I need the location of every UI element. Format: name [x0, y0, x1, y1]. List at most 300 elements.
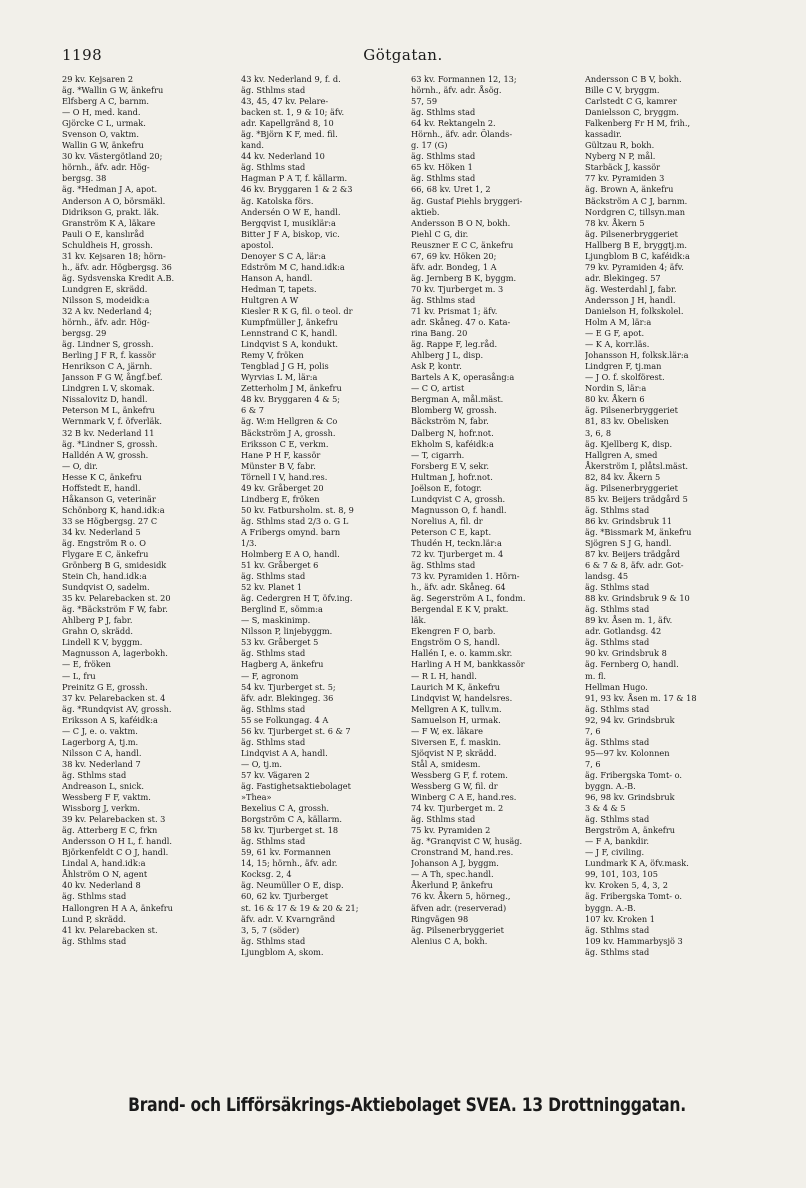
directory-entry-line: Forsberg E V, sekr.: [411, 460, 490, 471]
directory-entry-line: Lindqvist W, handelsres.: [411, 692, 513, 703]
directory-entry-line: Lindal A, hand.idk:a: [62, 858, 146, 869]
directory-entry-line: 109 kv. Hammarbysjö 3: [585, 935, 683, 946]
directory-entry-line: Hesse K C, änkefru: [62, 471, 142, 482]
directory-entry-line: Törnell I V, hand.res.: [241, 471, 328, 482]
directory-entry-line: 85 kv. Beijers trädgård 5: [585, 493, 688, 504]
directory-entry-line: äfv. adr. Bondeg, 1 A: [411, 261, 497, 272]
directory-entry-line: Flygare E C, änkefru: [62, 549, 149, 560]
directory-entry-line: äg. Segerström A L, fondm.: [411, 593, 526, 604]
directory-entry-line: Bitter J F A, biskop, vic.: [241, 228, 340, 239]
directory-entry-line: 43 kv. Nederland 9, f. d.: [241, 74, 341, 84]
directory-entry-line: 90 kv. Grindsbruk 8: [585, 648, 667, 659]
directory-entry-line: äg. Sthlms stad: [241, 836, 306, 847]
directory-entry-line: Magnusson O, f. handl.: [411, 504, 507, 515]
directory-entry-line: Preinitz G E, grossh.: [62, 681, 148, 692]
directory-entry-line: Cronstrand M, hand.res.: [411, 847, 514, 858]
directory-entry-line: Falkenberg Fr H M, frih.,: [585, 118, 691, 129]
directory-entry-line: Piehl C G, dir.: [411, 228, 469, 239]
directory-entry-line: 32 A kv. Nederland 4;: [62, 305, 152, 316]
directory-entry-line: 7, 6: [585, 758, 601, 769]
directory-entry-line: Remy V, fröken: [241, 350, 304, 361]
page-number: 1198: [62, 46, 103, 64]
directory-entry-line: Svenson O, vaktm.: [62, 129, 139, 140]
directory-entry-line: — K A, korr.läs.: [585, 339, 650, 350]
directory-entry-line: 64 kv. Rektangeln 2.: [411, 118, 496, 129]
directory-entry-line: 7, 6: [585, 725, 601, 736]
directory-entry-line: Sundqvist O, sadelm.: [62, 582, 150, 593]
directory-entry-line: Johansson H, folksk.lär:a: [585, 350, 689, 361]
directory-entry-line: Nilsson P, linjebyggm.: [241, 626, 333, 637]
directory-entry-line: äg. Sthlms stad: [585, 946, 650, 957]
directory-entry-line: Bille C V, bryggm.: [585, 85, 660, 96]
directory-entry-line: äg. Sthlms stad: [62, 935, 127, 946]
directory-entry-line: hörnh., äfv. adr. Hög-: [62, 317, 150, 328]
directory-entry-line: äg. *Granqvist C W, husäg.: [411, 836, 523, 847]
directory-entry-line: aktieb.: [411, 206, 440, 217]
directory-entry-line: Lindqvist A A, handl.: [241, 747, 328, 758]
directory-entry-line: äg. Sthlms stad: [585, 703, 650, 714]
directory-entry-line: 107 kv. Kroken 1: [585, 913, 655, 924]
directory-entry-line: Andersson J H, handl.: [585, 294, 676, 305]
directory-entry-line: Wyrvias L M, lär:a: [241, 372, 318, 383]
directory-entry-line: äg. Pilsenerbryggeriet: [411, 924, 504, 935]
directory-entry-line: Grahn O, skrädd.: [62, 626, 133, 637]
column-2: [241, 74, 407, 1090]
directory-entry-line: Åkerström I, plåtsl.mäst.: [585, 460, 688, 471]
directory-entry-line: Holmberg E A O, handl.: [241, 549, 340, 560]
directory-entry-line: Bartels A K, operasång:a: [411, 372, 515, 383]
directory-entry-line: äg. *Lindner S, grossh.: [62, 438, 158, 449]
directory-entry-line: Denoyer S C A, lär:a: [241, 250, 326, 261]
directory-entry-line: 43, 45, 47 kv. Pelare-: [241, 96, 329, 107]
directory-entry-line: 73 kv. Pyramiden 1. Hörn-: [411, 571, 520, 582]
directory-entry-line: Mellgren A K, tullv.m.: [411, 703, 502, 714]
directory-entry-line: Henrikson C A, järnh.: [62, 361, 153, 372]
directory-entry-line: — F, agronom: [241, 670, 299, 681]
directory-entry-line: äg. Sthlms stad: [411, 560, 476, 571]
directory-entry-line: 57, 59: [411, 96, 438, 107]
directory-entry-line: äg. Sthlms stad: [241, 736, 306, 747]
directory-entry-line: Siversen E, f. maskin.: [411, 736, 501, 747]
directory-entry-line: 76 kv. Åkern 5, hörneg.,: [411, 891, 511, 902]
directory-entry-line: Schönborg K, hand.idk:a: [62, 504, 165, 515]
directory-entry-line: Wessberg F F, vaktm.: [62, 792, 151, 803]
directory-entry-line: 87 kv. Beijers trädgård: [585, 549, 681, 560]
directory-entry-line: A Fribergs omynd. barn: [241, 526, 341, 537]
directory-entry-line: Pauli O E, kanslıråd: [62, 228, 145, 239]
directory-entry-line: bergsg. 38: [62, 173, 107, 184]
directory-entry-line: Anderson A O, börsmäkl.: [62, 195, 166, 206]
directory-entry-line: äfv. adr. Blekingeg. 36: [241, 692, 334, 703]
directory-entry-line: 75 kv. Pyramiden 2: [411, 825, 491, 836]
column-4: [585, 74, 755, 1090]
directory-entry-line: Hallberg B E, bryggtj.m.: [585, 239, 687, 250]
directory-entry-line: Norelius A, fil. dr: [411, 515, 483, 526]
directory-entry-line: Lindqvist S A, kondukt.: [241, 339, 339, 350]
directory-entry-line: äg. Pilsenerbryggeriet: [585, 482, 678, 493]
directory-entry-line: Thudén H, teckn.lär:a: [411, 537, 502, 548]
directory-entry-line: Bergendal E K V, prakt.: [411, 604, 509, 615]
directory-entry-line: 35 kv. Pelarebacken st. 20: [62, 593, 171, 604]
directory-entry-line: backen st. 1, 9 & 10; äfv.: [241, 107, 345, 118]
directory-entry-line: Hoffstedt E, handl.: [62, 482, 141, 493]
directory-entry-line: »Thea»: [241, 792, 272, 803]
directory-entry-line: Didrikson G, prakt. läk.: [62, 206, 159, 217]
directory-entry-line: läk.: [411, 615, 427, 626]
directory-entry-line: äg. Sthlms stad: [411, 151, 476, 162]
column-1: [62, 74, 235, 1090]
directory-entry-line: Björkenfeldt C O J, handl.: [62, 847, 169, 858]
directory-entry-line: Blomberg W, grossh.: [411, 405, 497, 416]
directory-entry-line: Wessberg G F, f. rotem.: [411, 769, 508, 780]
directory-entry-line: 6 & 7: [241, 405, 264, 416]
directory-entry-line: — C O, artist: [411, 383, 465, 394]
directory-entry-line: Bergqvist I, musiklär:a: [241, 217, 336, 228]
directory-entry-line: äg. Sthlms stad: [585, 604, 650, 615]
directory-entry-line: Danielson H, folkskolel.: [585, 305, 684, 316]
directory-entry-line: Ljungblom A, skom.: [241, 946, 324, 957]
directory-entry-line: 53 kv. Gråberget 5: [241, 637, 319, 648]
directory-entry-line: Andersson B O N, bokh.: [411, 217, 511, 228]
directory-entry-line: 91, 93 kv. Åsen m. 17 & 18: [585, 692, 697, 703]
directory-entry-line: — J O. f. skolförest.: [585, 372, 665, 383]
directory-entry-line: äg. Fribergska Tomt- o.: [585, 891, 682, 902]
directory-entry-line: Andersson C B V, bokh.: [585, 74, 682, 84]
directory-entry-line: Gjörcke C L, urmak.: [62, 118, 146, 129]
directory-entry-line: Ljungblom B C, kaféidk:a: [585, 250, 690, 261]
directory-entry-line: kassadir.: [585, 129, 622, 140]
directory-entry-line: 74 kv. Tjurberget m. 2: [411, 803, 504, 814]
directory-entry-line: — F W, ex. läkare: [411, 725, 484, 736]
directory-entry-line: äg. Sthlms stad: [585, 637, 650, 648]
directory-entry-line: Carlstedt C G, kamrer: [585, 96, 677, 107]
directory-entry-line: Åhlström O N, agent: [62, 869, 148, 880]
directory-entry-line: Dalberg N, hofr.not.: [411, 427, 494, 438]
directory-entry-line: Ahlberg P J, fabr.: [62, 615, 133, 626]
directory-entry-line: — F A, bankdir.: [585, 836, 650, 847]
directory-entry-line: Bergström A, änkefru: [585, 825, 676, 836]
directory-entry-line: Elfsberg A C, barnm.: [62, 96, 150, 107]
directory-entry-line: 70 kv. Tjurberget m. 3: [411, 283, 504, 294]
directory-entry-line: äg. Cedergren H T, öfv.ing.: [241, 593, 353, 604]
directory-entry-line: äg. Atterberg E C, frkn: [62, 825, 158, 836]
directory-entry-line: 58 kv. Tjurberget st. 18: [241, 825, 339, 836]
directory-entry-line: äg. Sthlms stad: [585, 582, 650, 593]
directory-entry-line: 78 kv. Åkern 5: [585, 217, 645, 228]
directory-entry-line: Wessberg G W, fil. dr: [411, 781, 498, 791]
directory-entry-line: h., äfv. adr. Skåneg. 64: [411, 582, 506, 593]
directory-entry-line: 82, 84 kv. Åkern 5: [585, 471, 661, 482]
directory-entry-line: Berglind E, sömm:a: [241, 604, 323, 615]
directory-entry-line: Nilsson S, modeidk:a: [62, 294, 150, 305]
directory-entry-line: äg. Sthlms stad: [241, 703, 306, 714]
directory-entry-line: äg. Sthlms stad: [585, 924, 650, 935]
directory-entry-line: 65 kv. Höken 1: [411, 162, 473, 173]
directory-entry-line: 39 kv. Pelarebacken st. 3: [62, 814, 166, 825]
directory-entry-line: 50 kv. Fatbursholm. st. 8, 9: [241, 504, 354, 515]
directory-entry-line: Wallin G W, änkefru: [62, 140, 144, 151]
directory-entry-line: 92, 94 kv. Grindsbruk: [585, 714, 675, 725]
directory-entry-line: — L, fru: [62, 670, 96, 681]
directory-entry-line: Gültzau R, bokh.: [585, 140, 655, 151]
directory-entry-line: Edström M C, hand.idk:a: [241, 261, 345, 272]
directory-entry-line: Kiesler R K G, fil. o teol. dr: [241, 305, 353, 316]
directory-entry-line: Lundmark K A, öfv.mask.: [585, 858, 689, 869]
directory-entry-line: äg. Sthlms stad: [585, 736, 650, 747]
directory-entry-line: 14, 15; hörnh., äfv. adr.: [241, 858, 338, 869]
directory-entry-line: Reuszner E C C, änkefru: [411, 239, 514, 250]
directory-entry-line: Lagerborg A, tj.m.: [62, 736, 139, 747]
directory-entry-line: äg. Sthlms stad: [585, 814, 650, 825]
directory-entry-line: Engström O S, handl.: [411, 637, 500, 648]
directory-entry-line: äg. Sthlms stad 2/3 o. G L: [241, 515, 349, 526]
directory-entry-line: äg. Sthlms stad: [241, 85, 306, 96]
directory-entry-line: 88 kv. Grindsbruk 9 & 10: [585, 593, 690, 604]
directory-entry-line: 54 kv. Tjurberget st. 5;: [241, 681, 336, 692]
directory-entry-line: 79 kv. Pyramiden 4; äfv.: [585, 261, 684, 272]
directory-entry-line: Hagman P A T, f. källarm.: [241, 173, 348, 184]
directory-entry-line: g. 17 (G): [411, 140, 448, 151]
directory-entry-line: Sjögren S J G, handl.: [585, 537, 672, 548]
directory-entry-line: Lindell K V, byggm.: [62, 637, 143, 648]
directory-entry-line: äg. Sthlms stad: [62, 769, 127, 780]
directory-entry-line: Münster B V, fabr.: [241, 460, 316, 471]
directory-entry-line: Granström K A, läkare: [62, 217, 156, 228]
directory-entry-line: 57 kv. Vägaren 2: [241, 769, 310, 780]
directory-entry-line: — O H, med. kand.: [62, 107, 141, 118]
directory-entry-line: Jansson F G W, ångf.bef.: [62, 372, 163, 383]
directory-entry-line: äg. Kjellberg K, disp.: [585, 438, 673, 449]
directory-entry-line: Nissalovitz D, handl.: [62, 394, 148, 405]
directory-entry-line: äg. Fernberg O, handl.: [585, 659, 679, 670]
directory-entry-line: 81, 83 kv. Obelisken: [585, 416, 669, 427]
directory-entry-line: Nordin S, lär:a: [585, 383, 647, 394]
directory-entry-line: 40 kv. Nederland 8: [62, 880, 141, 891]
directory-entry-line: Åkerlund P, änkefru: [411, 880, 493, 891]
directory-entry-line: Danielsson C, bryggm.: [585, 107, 679, 118]
directory-entry-line: Alenius C A, bokh.: [411, 935, 488, 946]
directory-entry-line: h., äfv. adr. Högbergsg. 36: [62, 261, 172, 272]
directory-entry-line: Lundgren E, skrädd.: [62, 283, 148, 294]
directory-entry-line: äg. *Bäckström F W, fabr.: [62, 604, 168, 615]
directory-entry-line: äg. Engström R o. O: [62, 537, 146, 548]
directory-entry-line: äfven adr. (reserverad): [411, 902, 507, 913]
directory-entry-line: äg. Sthlms stad: [411, 107, 476, 118]
directory-entry-line: äg. Sydsvenska Kredit A.B.: [62, 272, 175, 283]
directory-entry-line: 33 se Högbergsg. 27 C: [62, 515, 158, 526]
directory-entry-line: Ekengren F O, barb.: [411, 626, 496, 637]
directory-entry-line: landsg. 45: [585, 571, 629, 582]
directory-entry-line: byggn. A.-B.: [585, 902, 636, 913]
directory-entry-line: äg. Sthlms stad: [411, 173, 476, 184]
directory-entry-line: äg. Jernberg B K, byggm.: [411, 272, 517, 283]
directory-entry-line: Bexelius C A, grossh.: [241, 803, 329, 814]
directory-entry-line: 96, 98 kv. Grindsbruk: [585, 792, 675, 803]
directory-entry-line: 86 kv. Grindsbruk 11: [585, 515, 673, 526]
directory-entry-line: 48 kv. Bryggaren 4 & 5;: [241, 394, 341, 405]
directory-entry-line: 59, 61 kv. Formannen: [241, 847, 331, 858]
directory-entry-line: äg. *Björn K F, med. fil.: [241, 129, 338, 140]
directory-entry-line: 34 kv. Nederland 5: [62, 526, 141, 537]
directory-entry-line: äg. Sthlms stad: [241, 935, 306, 946]
directory-entry-line: Harling A H M, bankkassör: [411, 659, 525, 670]
directory-entry-line: Holm A M, lär:a: [585, 317, 652, 328]
directory-entry-line: äg. Sthlms stad: [411, 294, 476, 305]
directory-entry-line: Hedman T, tapets.: [241, 283, 317, 294]
directory-entry-line: äg. Sthlms stad: [241, 571, 306, 582]
directory-entry-line: Hagberg A, änkefru: [241, 659, 324, 670]
directory-entry-line: Eriksson A S, kaféidk:a: [62, 714, 158, 725]
directory-entry-line: Nyberg N P, mål.: [585, 151, 656, 162]
directory-entry-line: Grönberg B G, smidesidk: [62, 560, 167, 571]
directory-entry-line: äg. *Hedman J A, apot.: [62, 184, 158, 195]
directory-entry-line: 32 B kv. Nederland 11: [62, 427, 155, 438]
directory-entry-line: äg. Pilsenerbryggeriet: [585, 228, 678, 239]
directory-entry-line: Joëlson E, fotogr.: [411, 482, 482, 493]
directory-entry-line: rina Bang. 20: [411, 328, 468, 339]
directory-entry-line: Laurich M K, änkefru: [411, 681, 501, 692]
directory-entry-line: Sjöqvist N P, skrädd.: [411, 747, 497, 758]
directory-entry-line: äg. Lindner S, grossh.: [62, 339, 154, 350]
directory-entry-line: äg. Sthlms stad: [62, 891, 127, 902]
directory-entry-line: — R L H, handl.: [411, 670, 477, 681]
directory-entry-line: äg. *Bissmark M, änkefru: [585, 526, 692, 537]
directory-entry-line: 3 & 4 & 5: [585, 803, 626, 814]
directory-entry-line: 52 kv. Planet 1: [241, 582, 303, 593]
directory-entry-line: 67, 69 kv. Höken 20;: [411, 250, 497, 261]
directory-entry-line: kv. Kroken 5, 4, 3, 2: [585, 880, 668, 891]
directory-entry-line: 46 kv. Bryggaren 1 & 2 &3: [241, 184, 353, 195]
directory-entry-line: äg. Katolska förs.: [241, 195, 314, 206]
directory-entry-line: kand.: [241, 140, 264, 151]
directory-entry-line: Hallongren H A A, änkefru: [62, 902, 173, 913]
directory-entry-line: 72 kv. Tjurberget m. 4: [411, 549, 504, 560]
directory-entry-line: Berling J F R, f. kassör: [62, 350, 156, 361]
directory-entry-line: 37 kv. Pelarebacken st. 4: [62, 692, 166, 703]
directory-entry-line: Ringvägen 98: [411, 913, 469, 924]
directory-entry-line: Bergman A, mål.mäst.: [411, 394, 504, 405]
directory-entry-line: Stål A, smidesm.: [411, 758, 481, 769]
directory-entry-line: Borgström C A, källarm.: [241, 814, 343, 825]
directory-entry-line: äg. W:m Hellgren & Co: [241, 416, 338, 427]
directory-entry-line: Nordgren C, tillsyn.man: [585, 206, 686, 217]
directory-entry-line: — E, fröken: [62, 659, 111, 670]
directory-entry-line: apostol.: [241, 239, 274, 250]
directory-entry-line: Hallgren A, smed: [585, 449, 658, 460]
directory-entry-line: 56 kv. Tjurberget st. 6 & 7: [241, 725, 351, 736]
directory-entry-line: Hanson A, handl.: [241, 272, 313, 283]
directory-entry-line: Lindgren L V, skomak.: [62, 383, 155, 394]
directory-entry-line: äg. Fribergska Tomt- o.: [585, 769, 682, 780]
directory-entry-line: äg. Westerdahl J, fabr.: [585, 283, 677, 294]
directory-entry-line: äg. *Wallin G W, änkefru: [62, 85, 164, 96]
directory-entry-line: 30 kv. Västergötland 20;: [62, 151, 163, 162]
directory-entry-line: — J F, civiling.: [585, 847, 645, 858]
directory-entry-line: Wernmark V, f. öfverläk.: [62, 416, 162, 427]
directory-entry-line: äfv. adr. V. Kvarngränd: [241, 913, 336, 924]
directory-entry-line: 3, 5, 7 (söder): [241, 924, 300, 935]
directory-entry-line: Samuelson H, urmak.: [411, 714, 501, 725]
directory-entry-line: 95—97 kv. Kolonnen: [585, 747, 670, 758]
column-3: [411, 74, 581, 1090]
directory-entry-line: 41 kv. Pelarebacken st.: [62, 924, 158, 935]
directory-entry-line: Tengblad J G H, polis: [241, 361, 329, 372]
directory-entry-line: Lennstrand C K, handl.: [241, 328, 338, 339]
directory-entry-line: 38 kv. Nederland 7: [62, 758, 141, 769]
directory-entry-line: Eriksson C E, verkm.: [241, 438, 329, 449]
directory-entry-line: Lindberg E, fröken: [241, 493, 320, 504]
directory-entry-line: 1/3.: [241, 537, 257, 548]
directory-entry-line: Schuldheis H, grossh.: [62, 239, 153, 250]
directory-entry-line: äg. Sthlms stad: [411, 814, 476, 825]
directory-entry-line: 29 kv. Kejsaren 2: [62, 74, 134, 84]
directory-entry-line: Stein Ch, hand.idk:a: [62, 571, 147, 582]
directory-entry-line: 60, 62 kv. Tjurberget: [241, 891, 329, 902]
directory-entry-line: 99, 101, 103, 105: [585, 869, 658, 880]
directory-entry-line: 80 kv. Åkern 6: [585, 394, 645, 405]
directory-entry-line: äg. Pilsenerbryggeriet: [585, 405, 678, 416]
directory-entry-line: 49 kv. Gråberget 20: [241, 482, 324, 493]
directory-entry-line: Andreason L, snick.: [62, 781, 144, 791]
directory-entry-line: Starbäck J, kassör: [585, 162, 661, 173]
directory-entry-line: Bäckström J A, grossh.: [241, 427, 336, 438]
directory-entry-line: Hultgren A W: [241, 294, 299, 305]
directory-entry-line: äg. Brown A, änkefru: [585, 184, 674, 195]
directory-entry-line: bergsg. 29: [62, 328, 107, 339]
directory-entry-line: Hörnh., äfv. adr. Ölands-: [411, 129, 513, 140]
directory-entry-line: Wissborg J, verkm.: [62, 803, 140, 814]
directory-entry-line: Zetterholm J M, änkefru: [241, 383, 342, 394]
directory-entry-line: hörnh., äfv. adr. Hög-: [62, 162, 150, 173]
directory-entry-line: Hallén I, e. o. kamm.skr.: [411, 648, 513, 659]
directory-entry-line: Hane P H F, kassör: [241, 449, 321, 460]
directory-entry-line: Bäckström A C J, barnm.: [585, 195, 688, 206]
directory-entry-line: 6 & 7 & 8, äfv. adr. Got-: [585, 560, 684, 571]
directory-entry-line: byggn. A.-B.: [585, 781, 636, 791]
directory-entry-line: — A Th, spec.handl.: [411, 869, 494, 880]
directory-entry-line: äg. *Rundqvist AV, grossh.: [62, 703, 172, 714]
directory-entry-line: — O, tj.m.: [241, 758, 283, 769]
directory-entry-line: äg. Sthlms stad: [241, 162, 306, 173]
directory-entry-line: Nilsson C A, handl.: [62, 747, 142, 758]
directory-entry-line: 3, 6, 8: [585, 427, 612, 438]
directory-entry-line: — O, dir.: [62, 460, 98, 471]
directory-entry-line: Peterson C E, kapt.: [411, 526, 492, 537]
directory-entry-line: adr. Kapellgränd 8, 10: [241, 118, 334, 129]
directory-entry-line: Halldén A W, grossh.: [62, 449, 149, 460]
directory-entry-line: 55 se Folkungag. 4 A: [241, 714, 329, 725]
directory-entry-line: Lundqvist C A, grossh.: [411, 493, 506, 504]
directory-entry-line: Peterson M L, änkefru: [62, 405, 155, 416]
directory-entry-line: — T, cigarrh.: [411, 449, 465, 460]
directory-entry-line: Håkanson G, veterinär: [62, 493, 156, 504]
directory-entry-line: Kumpfmüller J, änkefru: [241, 317, 339, 328]
directory-entry-line: äg. Fastighetsaktiebolaget: [241, 781, 351, 791]
directory-entry-line: Magnusson A, lagerbokh.: [62, 648, 168, 659]
directory-entry-line: Andersson O H L, f. handl.: [62, 836, 172, 847]
street-heading: Götgatan.: [363, 46, 443, 64]
directory-entry-line: Bäckström N, fabr.: [411, 416, 489, 427]
footer-advertisement: Brand- och Lifförsäkrings-Aktiebolaget SVEA. 13 Drottninggatan.: [128, 1094, 686, 1116]
directory-entry-line: Kocksg. 2, 4: [241, 869, 292, 880]
directory-entry-line: Hellman Hugo.: [585, 681, 648, 692]
directory-entry-line: 71 kv. Prismat 1; äfv.: [411, 305, 498, 316]
directory-entry-line: 44 kv. Nederland 10: [241, 151, 325, 162]
directory-entry-line: äg. Sthlms stad: [241, 648, 306, 659]
directory-entry-line: äg. Rappe F, leg.råd.: [411, 339, 498, 350]
directory-entry-line: Lund P, skrädd.: [62, 913, 126, 924]
directory-entry-line: äg. Sthlms stad: [585, 504, 650, 515]
